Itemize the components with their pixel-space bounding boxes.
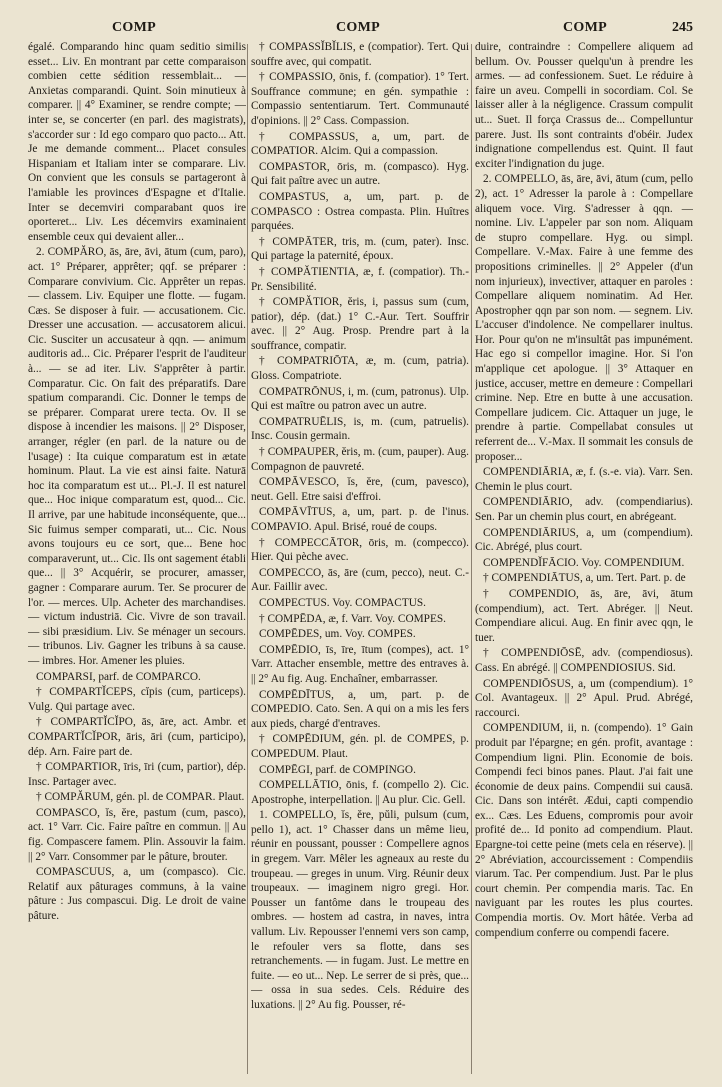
column-divider — [247, 44, 248, 1074]
dictionary-entry: 1. COMPELLO, ĭs, ĕre, pŭli, pulsum (cum, pello 1), act. 1° Chasser dans un même lieu, réunir en poussant, pousser : Compellere agnos in gregem. Varr. Mêler les agneaux au reste du troupeau. — greges in unum. Virg. Réunir deux troupeaux. — imaginem nigro gregi. Hor. Pousser un fantôme dans le troupeau des ombres. — hostem ad castra, in naves, intra vallum. Liv. Repousser l'ennemi vers son camp, le refouler vers sa flotte, dans ses retranchements. — in fugam. Just. Le mettre en fuite. — eo ut... Nep. Le serrer de si près, que... — ossa in sua sedes. Cels. Réduire des luxations. || 2° Au fig. Pousser, ré- — [251, 809, 469, 1011]
dictionary-entry: COMPĀVĪTUS, a, um, part. p. de l'inus. COMPAVIO. Apul. Brisé, roué de coups. — [251, 506, 469, 533]
dictionary-entry: † COMPASSIO, ōnis, f. (compatior). 1° Tert. Souffrance commune; en gén. sympathie : Compassio sententiarum. Tert. Communauté d'opinions. || 2° Cass. Compassion. — [251, 71, 469, 127]
dictionary-entry: COMPENDIĀRIO, adv. (compendiarius). Sen. Par un chemin plus court, en abrégeant. — [475, 496, 693, 523]
dictionary-entry: COMPASCUUS, a, um (compasco). Cic. Relatif aux pâturages communs, à la vaine pâture : Jus compascui. Dig. Le droit de vaine pâture. — [28, 866, 246, 923]
dictionary-entry: † COMPENDIŌSĒ, adv. (compendiosus). Cass. En abrégé. || COMPENDIOSIUS. Sid. — [475, 647, 693, 674]
dictionary-entry: † COMPAUPER, ĕris, m. (cum, pauper). Aug. Compagnon de pauvreté. — [251, 446, 469, 473]
dictionary-entry: † COMPENDIĀTUS, a, um. Tert. Part. p. de — [483, 572, 686, 585]
running-head-left: COMP — [112, 20, 156, 35]
dictionary-entry: COMPASTUS, a, um, part. p. de COMPASCO : Ostrea compasta. Plin. Huîtres parquées. — [251, 190, 469, 233]
column-divider — [471, 44, 472, 1074]
dictionary-entry: COMPASCO, ĭs, ĕre, pastum (cum, pasco), act. 1° Varr. Cic. Faire paître en commun. || Au fig. Compascere famem. Plin. Assouvir la faim. || 2° Varr. Consommer par le pâture, brouter. — [28, 806, 246, 863]
dictionary-entry: † COMPĂTIENTIA, æ, f. (compatior). Th.-Pr. Sensibilité. — [251, 265, 469, 293]
column-1 — [28, 40, 246, 1080]
dictionary-entry: † COMPASSUS, a, um, part. de COMPATIOR. Alcim. Qui a compassion. — [251, 130, 469, 158]
dictionary-entry: † COMPĂTIOR, ĕris, i, passus sum (cum, patior), dép. (dat.) 1° C.-Aur. Tert. Souffrir avec. || 2° Aug. Prosp. Prendre part à la souffrance, compatir. — [251, 296, 469, 352]
dictionary-entry: COMPĒDES, um. Voy. COMPES. — [259, 628, 416, 641]
dictionary-entry: COMPENDIĀRIUS, a, um (compendium). Cic. Abrégé, plus court. — [475, 526, 693, 554]
dictionary-entry: duire, contraindre : Compellere aliquem ad bellum. Ov. Pousser quelqu'un à prendre les armes. — ad confessionem. Suet. Le réduire à faire un aveu. Compelli in socordiam. Col. Se laisser aller à la négligence. Crassum compulit ut... Suet. Il força Crassus de... Compelluntur parere. Just. Ils sont contraints d'obéir. Judex indignatione compellendus est. Quint. Il faut exciter l'indignation du juge. — [475, 41, 693, 170]
dictionary-entry: † COMPĀTER, tris, m. (cum, pater). Insc. Qui partage la paternité, époux. — [251, 235, 469, 263]
dictionary-entry: COMPENDIĀRIA, æ, f. (s.-e. via). Varr. Sen. Chemin le plus court. — [475, 466, 693, 493]
dictionary-entry: COMPENDĬFĀCIO. Voy. COMPENDIUM. — [483, 556, 685, 569]
dictionary-entry: † COMPATRIŌTA, æ, m. (cum, patria). Gloss. Compatriote. — [251, 355, 469, 383]
dictionary-entry: égalé. Comparando hinc quam seditio similis esset... Liv. En montrant par cette comparaison combien cette sédition ressemblait... — Anxietas comparandi. Quint. Soin minutieux à comparer. || 4° Examiner, se rendre compte; — inter se, se concerter (en parl. des magistrats), s'accorder sur : Id ego comparo quo pacto... Att. Je me demande comment... Placet consules Hispaniam et Italiam inter se comparare. Liv. On convient que les consuls se partageront à l'amiable les provinces d'Espagne et d'Italie. Inter se decemviri comparabant quos ire oporteret... Liv. Les décemvirs examinaient ensemble ceux qui devaient aller... — [28, 41, 246, 243]
dictionary-entry: 2. COMPELLO, ās, āre, āvi, ātum (cum, pello 2), act. 1° Adresser la parole à : Compellare aliquem voce. Virg. S'adresser à qqn. — nomine. Liv. L'appeler par son nom. Aliquam de stupro compellare. Hyg. ou simpl. Compellare. V.-Max. Faire à une femme des propositions criminelles. || 2° Appeler (d'un nom injurieux), invectiver, attaquer en paroles : Compellare aliquem nominatim. Ad Her. Apostropher qqn par son nom. — segnem. Liv. L'accuser d'indolence. Ne compellarer inultus. Hor. Pour qu'on ne m'insultât pas impunément. Hac ego si compellor imagine. Hor. Si l'on m'applique cet apologue. || 3° Attaquer en justice, accuser, mettre en demeure : Compellari crimine. Nep. Etre en butte à une accusation. Compellare judicem. Cic. Attaquer un juge, le prendre à partie. Compellabat consules ut referrent de... V.-Max. Il sommait les consuls de proposer... — [475, 173, 693, 463]
running-head-center: COMP — [336, 20, 380, 35]
dictionary-entry: † COMPASSĬBĬLIS, e (compatior). Tert. Qui souffre avec, qui compatit. — [251, 41, 469, 68]
dictionary-entry: COMPECTUS. Voy. COMPACTUS. — [259, 596, 426, 609]
dictionary-entry: † COMPECCĀTOR, ōris, m. (compecco). Hier. Qui pèche avec. — [251, 536, 469, 564]
dictionary-entry: COMPENDIUM, ii, n. (compendo). 1° Gain produit par l'épargne; en gén. profit, avantage : Compendium ligni. Plin. Economie de bois. Compendi feci binos panes. Plaut. J'ai fait une économie de deux pains. Compendii sui causā. Cic. Dans son intérêt. Ædui, capti compendio ex... Cæs. Les Eduens, compromis pour avoir profité de... Id ponito ad compendium. Plaut. Epargne-toi cette peine (mets cela en réserve). || 2° Abréviation, accourcissement : Compendiis viarum. Tac. Per compendium. Just. Par le plus court chemin. Per compendia maris. Tac. En naviguant par les routes les plus courtes. Compendia mortis. Ov. Mort hâtée. Verba ad compendium conferre ou compendi facere. — [475, 722, 693, 939]
dictionary-entry: COMPATRŌNUS, i, m. (cum, patronus). Ulp. Qui est maître ou patron avec un autre. — [251, 385, 469, 413]
dictionary-entry: COMPĀVESCO, ĭs, ĕre, (cum, pavesco), neut. Gell. Etre saisi d'effroi. — [251, 476, 469, 503]
page-number: 245 — [672, 20, 693, 35]
dictionary-entry: COMPĒDIO, īs, īre, ītum (compes), act. 1° Varr. Attacher ensemble, mettre des entraves à. || 2° Au fig. Aug. Enchaîner, embarrasser. — [251, 643, 469, 685]
dictionary-entry: † COMPĒDA, æ, f. Varr. Voy. COMPES. — [259, 612, 446, 625]
dictionary-entry: † COMPARTIOR, īris, īri (cum, partior), dép. Insc. Partager avec. — [28, 761, 246, 788]
dictionary-entry: † COMPARTĬCĬPO, ās, āre, act. Ambr. et COMPARTĬCĬPOR, āris, āri (cum, participo), dép. Arn. Faire part de. — [28, 716, 246, 758]
dictionary-entry: 2. COMPĂRO, ās, āre, āvi, ātum (cum, paro), act. 1° Préparer, apprêter; qqf. se préparer : Comparare convivium. Cic. Apprêter un repas. — classem. Liv. Equiper une flotte. — fugam. Cæs. Se disposer à fuir. — accusationem. Cic. Dresser une accusation. — accusatorem alicui. Cic. Susciter un accusateur à qqn. — animum auditoris ad... Cic. Préparer l'esprit de l'auditeur à... — se ad iter. Liv. S'apprêter à partir. Comparatur. Cic. On fait des préparatifs. Dare spatium comparandi. Cic. Donner le temps de se préparer. Comparat urere tecta. Ov. Il se dispose à incendier les maisons. || 2° Disposer, arranger, régler (en parl. de la nature ou de l'usage) : Ita cuique comparatum est in ætate hominum. Plaut. La vie est ainsi faite. Naturā hoc ita comparatum est ut... Pl.-J. Il est naturel que... Hoc inique comparatum est, quod... Cic. Il arrive, par une habitude inconséquente, que... Sic fuimus semper comparati, ut... Cic. Nous avons toujours eu ce sort, que... Bene hoc comparaverunt, ut... Cic. Ils ont sagement établi que... || 3° Acquérir, se procurer, amasser, gagner : Comparare aurum. Ter. Se procurer de l'or. — merces. Ulp. Acheter des marchandises. — victum industriā. Cic. Vivre de son travail. — sibi præsidium. Liv. Se ménager un secours. — tribunos. Liv. Gagner les tribuns à sa cause. — imbres. Hor. Amener les pluies. — [28, 246, 246, 667]
dictionary-entry: † COMPARTĬCEPS, cĭpis (cum, particeps). Vulg. Qui partage avec. — [28, 686, 246, 713]
dictionary-entry: † COMPĒDIUM, gén. pl. de COMPES, p. COMPEDUM. Plaut. — [251, 733, 469, 760]
running-header — [0, 0, 722, 40]
column-2 — [251, 40, 469, 1080]
dictionary-entry: COMPATRUĒLIS, is, m. (cum, patruelis). Insc. Cousin germain. — [251, 415, 469, 443]
dictionary-entry: † COMPENDIO, ās, āre, āvi, ātum (compendium), act. Tert. Abréger. || Neut. Compendiare alicui. Aug. En finir avec qqn, le tuer. — [475, 587, 693, 644]
running-head-right: COMP — [563, 20, 607, 35]
dictionary-entry: COMPECCO, ās, āre (cum, pecco), neut. C.-Aur. Faillir avec. — [251, 566, 469, 594]
dictionary-entry: COMPARSI, parf. de COMPARCO. — [36, 670, 201, 683]
column-3 — [475, 40, 693, 1080]
dictionary-entry: † COMPĂRUM, gén. pl. de COMPAR. Plaut. — [36, 791, 245, 804]
dictionary-entry: COMPĒGI, parf. de COMPINGO. — [259, 763, 416, 776]
dictionary-entry: COMPELLĀTIO, ōnis, f. (compello 2). Cic. Apostrophe, interpellation. || Au plur. Cic. Gell. — [251, 779, 469, 806]
dictionary-entry: COMPENDIŌSUS, a, um (compendium). 1° Col. Avantageux. || 2° Apul. Prud. Abrégé, raccourci. — [475, 677, 693, 719]
dictionary-entry: COMPĒDĪTUS, a, um, part. p. de COMPEDIO. Cato. Sen. A qui on a mis les fers aux pieds, chargé d'entraves. — [251, 688, 469, 730]
dictionary-entry: COMPASTOR, ōris, m. (compasco). Hyg. Qui fait paître avec un autre. — [251, 160, 469, 188]
